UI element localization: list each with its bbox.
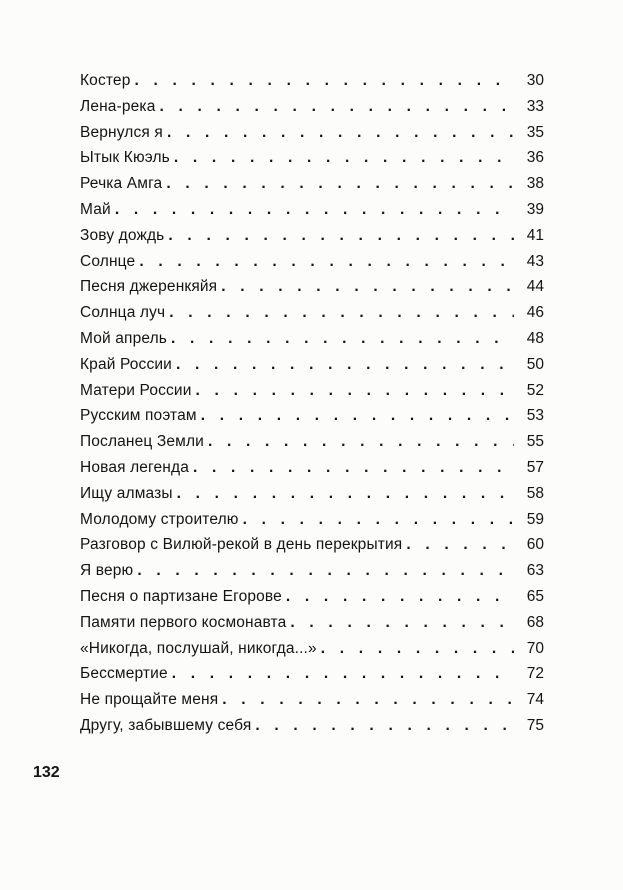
toc-entry <box>80 532 544 558</box>
toc-entry <box>80 68 544 94</box>
dot-leader <box>221 274 514 300</box>
toc-entry-title: Мой апрель <box>80 329 168 347</box>
toc-entry-title: Лена-река <box>80 97 156 115</box>
toc-entry <box>80 610 544 636</box>
toc-entry <box>80 558 544 584</box>
toc-entry <box>80 171 544 197</box>
dot-leader <box>139 249 514 275</box>
toc-entry-title: Край России <box>80 355 172 373</box>
toc-entry <box>80 300 544 326</box>
toc-entry-page: 46 <box>526 304 544 322</box>
dot-leader <box>286 584 514 610</box>
dot-leader <box>168 223 514 249</box>
dot-leader <box>159 94 514 120</box>
toc-entry <box>80 507 544 533</box>
toc-entry-title: Песня джеренкяйя <box>80 278 218 296</box>
toc-entry <box>80 636 544 662</box>
toc-entry-title: Май <box>80 200 111 218</box>
toc-entry <box>80 713 544 739</box>
toc-entry-title: Зову дождь <box>80 226 165 244</box>
dot-leader <box>208 429 514 455</box>
dot-leader <box>222 687 514 713</box>
toc-entry-title: Ытык Кюэль <box>80 149 170 167</box>
dot-leader <box>166 171 514 197</box>
toc-entry <box>80 661 544 687</box>
dot-leader <box>169 300 514 326</box>
toc-entry-page: 50 <box>526 355 544 373</box>
toc-entry-title: Молодому строителю <box>80 510 239 528</box>
toc-entry <box>80 687 544 713</box>
toc-entry-page: 65 <box>526 587 544 605</box>
toc-entry-page: 33 <box>526 97 544 115</box>
toc-entry-page: 44 <box>526 278 544 296</box>
toc-entry-title: Посланец Земли <box>80 433 204 451</box>
dot-leader <box>290 610 514 636</box>
toc-entry <box>80 481 544 507</box>
toc-entry-page: 58 <box>526 484 544 502</box>
toc-entry <box>80 223 544 249</box>
toc-entry-page: 39 <box>526 200 544 218</box>
toc-entry-title: Солнце <box>80 252 136 270</box>
toc-entry-page: 35 <box>526 123 544 141</box>
toc-entry <box>80 403 544 429</box>
toc-entry-page: 36 <box>526 149 544 167</box>
toc-entry <box>80 145 544 171</box>
toc-entry-page: 52 <box>526 381 544 399</box>
toc-entry-page: 55 <box>526 433 544 451</box>
dot-leader <box>196 378 514 404</box>
dot-leader <box>137 558 514 584</box>
toc-entry <box>80 197 544 223</box>
toc-entry <box>80 352 544 378</box>
dot-leader <box>174 145 514 171</box>
toc-entry-page: 57 <box>526 458 544 476</box>
page-number: 132 <box>33 764 60 781</box>
toc-entry <box>80 429 544 455</box>
toc-entry-page: 53 <box>526 407 544 425</box>
dot-leader <box>115 197 514 223</box>
toc-entry-title: Костер <box>80 72 131 89</box>
dot-leader <box>193 455 514 481</box>
toc-entry <box>80 120 544 146</box>
toc-entry-page: 41 <box>526 226 544 244</box>
toc-entry-page: 75 <box>526 716 544 734</box>
toc-entry-title: Не прощайте меня <box>80 691 219 709</box>
toc-entry-page: 43 <box>526 252 544 270</box>
dot-leader <box>176 352 514 378</box>
toc-entry-title: Памяти первого космонавта <box>80 613 287 631</box>
toc-entry-page: 38 <box>526 175 544 193</box>
dot-leader <box>171 326 514 352</box>
toc-entry-title: Другу, забывшему себя <box>80 716 252 734</box>
dot-leader <box>201 403 514 429</box>
dot-leader <box>167 120 514 146</box>
dot-leader <box>255 713 514 739</box>
toc-entry <box>80 274 544 300</box>
dot-leader <box>406 532 514 558</box>
toc-entry-page: 48 <box>526 329 544 347</box>
dot-leader <box>134 68 514 94</box>
toc-entry-title: Речка Амга <box>80 175 163 193</box>
toc-entry-title: Разговор с Вилюй-рекой в день перекрытия <box>80 536 403 554</box>
toc-entry-page: 70 <box>526 639 544 657</box>
toc-entry <box>80 584 544 610</box>
toc-entry-page: 60 <box>526 536 544 554</box>
toc-entry-page: 63 <box>526 562 544 580</box>
toc-entry-title: Матери России <box>80 381 192 399</box>
table-of-contents <box>80 68 544 739</box>
dot-leader <box>321 636 514 662</box>
toc-entry <box>80 249 544 275</box>
toc-entry-title: Новая легенда <box>80 458 189 476</box>
dot-leader <box>172 661 514 687</box>
toc-entry-page: 59 <box>526 510 544 528</box>
dot-leader <box>177 481 514 507</box>
toc-entry <box>80 94 544 120</box>
toc-entry-title: Солнца луч <box>80 304 166 322</box>
toc-entry-title: Русским поэтам <box>80 407 197 425</box>
toc-entry-page: 30 <box>526 72 544 89</box>
toc-entry <box>80 326 544 352</box>
toc-entry <box>80 378 544 404</box>
toc-entry-title: «Никогда, послушай, никогда...» <box>80 639 317 657</box>
toc-entry-page: 72 <box>526 665 544 683</box>
toc-entry-title: Ищу алмазы <box>80 484 173 502</box>
toc-entry-title: Вернулся я <box>80 123 163 141</box>
dot-leader <box>243 507 514 533</box>
toc-entry-page: 74 <box>526 691 544 709</box>
toc-entry-title: Бессмертие <box>80 665 168 683</box>
toc-entry-title: Песня о партизане Егорове <box>80 587 282 605</box>
toc-entry-title: Я верю <box>80 562 134 580</box>
toc-entry-page: 68 <box>526 613 544 631</box>
toc-entry <box>80 455 544 481</box>
